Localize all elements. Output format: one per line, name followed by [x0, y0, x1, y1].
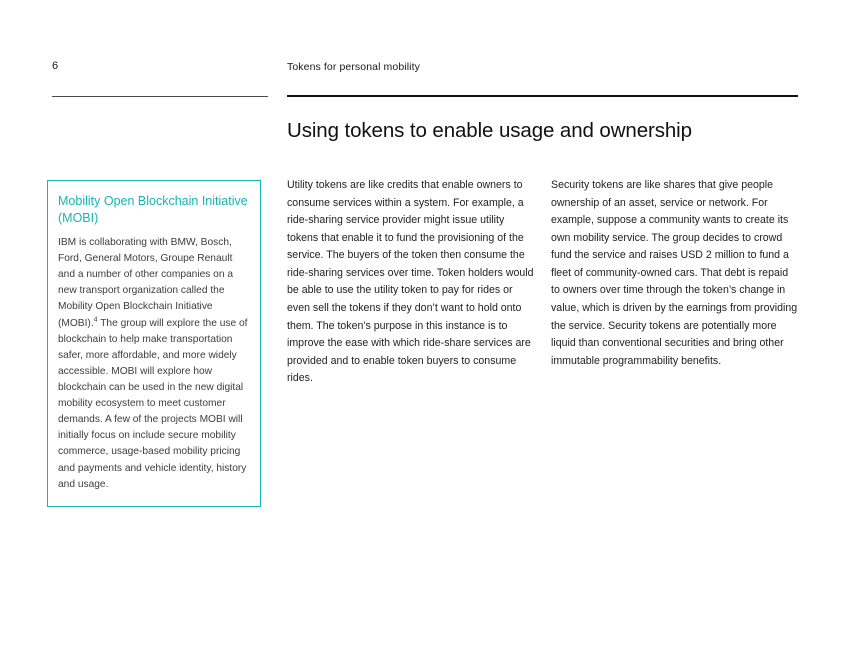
page-title: Using tokens to enable usage and ownership — [287, 118, 692, 142]
callout-box-mobi — [47, 180, 261, 507]
body-column-2 — [551, 177, 798, 370]
footnote-marker: 4 — [93, 316, 98, 324]
page-number: 6 — [52, 60, 59, 72]
title-divider-rule — [287, 95, 798, 97]
callout-body-part-1: IBM is collaborating with BMW, Bosch, Ford, General Motors, Groupe Renault and a number of other companies on a new transport organization called the Mobility Open Blockchain Initiative (MOBI). — [58, 237, 233, 329]
sidebar-divider-rule — [52, 96, 268, 97]
body-paragraph-utility-tokens: Utility tokens are like credits that enable owners to consume services within a system. For example, a ride-sharing service provider might issue utility tokens that enable it to fund the provisioning of the service. The buyers of the token then consume the ride-sharing services over time. Token holders would be able to use the utility token to pay for rides or even sell the tokens if they don’t want to hold onto them. The token’s purpose in this instance is to improve the ease with which ride-share services are provided and to enable token buyers to consume rides. — [287, 179, 534, 385]
callout-body-part-2: The group will explore the use of blockchain to help make transportation safer, more affordable, and more widely accessible. MOBI will explore how blockchain can be used in the new digital mobility ecosystem to meet customer demands. A few of the projects MOBI will initially focus on include secure mobility commerce, usage-based mobility pricing and payments and vehicle identity, history and usage. — [58, 317, 248, 490]
body-paragraph-security-tokens: Security tokens are like shares that give people ownership of an asset, service or network. For example, suppose a community wants to create its own mobility service. The group decides to crowd fund the service and raises USD 2 million to fund a fleet of community-owned cars. That debt is repaid to owners over time through the token’s change in value, which is driven by the earnings from providing the service. Security tokens are potentially more liquid than conventional securities and bring other immutable programmability benefits. — [551, 179, 798, 367]
callout-title: Mobility Open Blockchain Initiative (MOBI) — [58, 194, 248, 225]
body-column-1 — [287, 177, 534, 388]
running-head: Tokens for personal mobility — [287, 61, 420, 73]
callout-body — [58, 235, 248, 493]
